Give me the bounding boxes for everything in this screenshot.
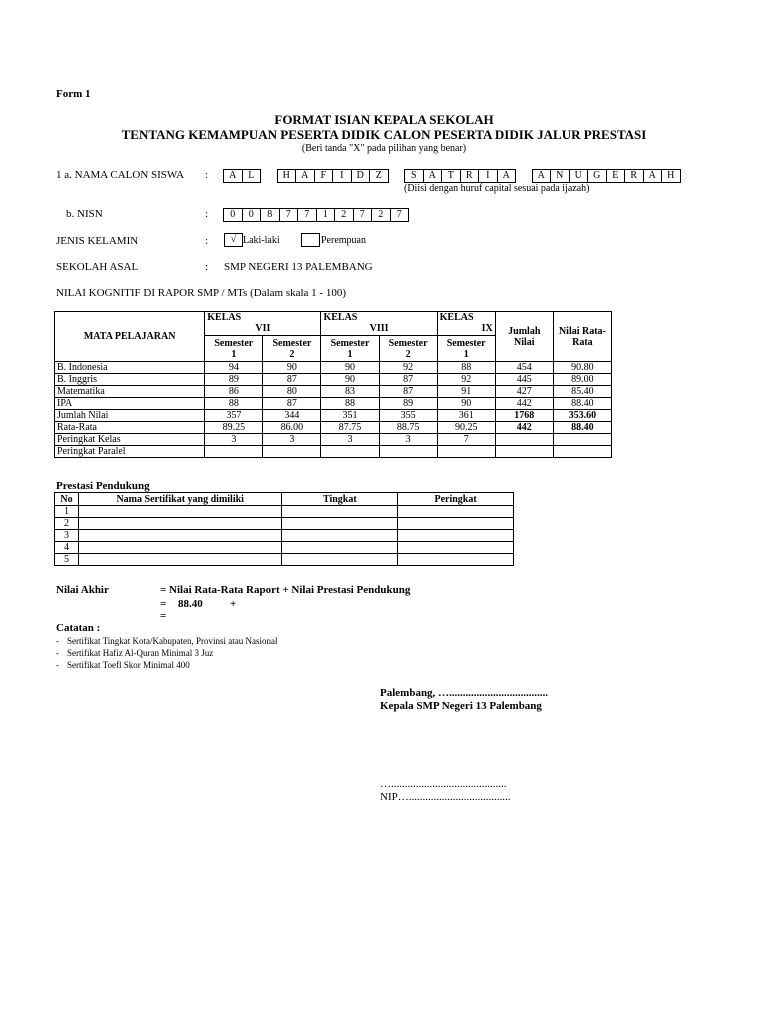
nilai-akhir-line1: = Nilai Rata-Rata Raport + Nilai Prestasi Pendukung [160,584,411,596]
name-letter-box[interactable]: H [661,169,681,183]
header-kelas-vii: KELAS VII [205,312,321,336]
score-cell: 3 [379,434,437,446]
nilai-akhir-plus: + [230,598,237,610]
catatan-item: Sertifikat Tingkat Kota/Kabupaten, Provinsi atau Nasional [67,636,278,646]
name-colon: : [205,169,209,181]
header-kelas-ix: KELAS IX [437,312,495,336]
jumlah-cell [495,446,553,458]
name-letter-box[interactable]: G [587,169,607,183]
table-row [55,374,612,386]
header-nilai-rata: Nilai Rata-Rata [553,312,611,362]
catatan-bullet: - [56,636,59,646]
score-cell: 88.75 [379,422,437,434]
name-letter-box[interactable]: A [497,169,517,183]
grades-table [54,311,612,458]
prestasi-input-cell[interactable] [282,506,398,518]
catatan-bullet: - [56,648,59,658]
score-cell: 89 [205,374,263,386]
prestasi-input-cell[interactable] [282,530,398,542]
jumlah-cell: 427 [495,386,553,398]
name-letter-box[interactable]: U [569,169,589,183]
score-cell: 89 [379,398,437,410]
name-letter-box[interactable]: A [643,169,663,183]
score-cell: 357 [205,410,263,422]
subject-cell: Jumlah Nilai [55,410,205,422]
rata-cell: 85.40 [553,386,611,398]
score-cell: 87 [379,386,437,398]
catatan-title: Catatan : [56,622,101,634]
title-line-1: FORMAT ISIAN KEPALA SEKOLAH [274,112,494,127]
score-cell: 3 [321,434,379,446]
name-letter-box[interactable]: A [423,169,443,183]
header-kelas-viii: KELAS VIII [321,312,437,336]
prestasi-header: Peringkat [398,493,514,506]
name-letter-box[interactable]: A [532,169,552,183]
header-subject: MATA PELAJARAN [55,312,205,362]
jumlah-cell: 442 [495,398,553,410]
score-cell: 87 [263,374,321,386]
name-letter-box[interactable] [260,169,278,181]
name-letter-box[interactable]: N [550,169,570,183]
score-cell: 86.00 [263,422,321,434]
score-cell: 94 [205,362,263,374]
nisn-digit-boxes[interactable] [224,208,409,222]
nilai-akhir-eq2: = [160,598,167,610]
catatan-item: Sertifikat Hafiz Al-Quran Minimal 3 Juz [67,648,214,658]
catatan-bullet: - [56,660,59,670]
nisn-digit-box[interactable]: 7 [297,208,317,222]
score-cell [205,446,263,458]
prestasi-table [54,492,514,566]
prestasi-header: No [55,493,79,506]
subject-cell: Peringkat Kelas [55,434,205,446]
subject-cell: IPA [55,398,205,410]
score-cell: 91 [437,386,495,398]
table-row [55,386,612,398]
score-cell: 344 [263,410,321,422]
nisn-digit-box[interactable]: 7 [353,208,373,222]
prestasi-no-cell: 4 [55,542,79,554]
nisn-digit-box[interactable]: 0 [223,208,243,222]
score-cell: 7 [437,434,495,446]
subject-cell: B. Inggris [55,374,205,386]
prestasi-no-cell: 5 [55,554,79,566]
prestasi-input-cell[interactable] [398,506,514,518]
score-cell: 87 [379,374,437,386]
score-cell: 88 [205,398,263,410]
score-cell: 90 [263,362,321,374]
nisn-digit-box[interactable]: 0 [242,208,262,222]
rata-cell [553,434,611,446]
name-letter-box[interactable]: R [624,169,644,183]
table-row [55,506,514,518]
header-semester: Semester 2 [379,336,437,362]
name-letter-box[interactable]: S [404,169,424,183]
score-cell [263,446,321,458]
gender-male-checkbox[interactable]: √ [224,233,243,247]
name-letter-box[interactable]: I [478,169,498,183]
score-cell: 3 [205,434,263,446]
nilai-kognitif-label: NILAI KOGNITIF DI RAPOR SMP / MTs (Dalam skala 1 - 100) [56,287,346,299]
gender-colon: : [205,235,209,247]
score-cell: 89.25 [205,422,263,434]
score-cell: 86 [205,386,263,398]
score-cell: 88 [437,362,495,374]
score-cell: 92 [437,374,495,386]
name-letter-box[interactable]: T [441,169,461,183]
gender-female-checkbox[interactable] [301,233,320,247]
prestasi-input-cell[interactable] [78,506,281,518]
name-letter-box[interactable]: R [460,169,480,183]
prestasi-no-cell: 1 [55,506,79,518]
score-cell: 83 [321,386,379,398]
nisn-colon: : [205,208,209,220]
nisn-digit-box[interactable]: 2 [371,208,391,222]
nisn-digit-box[interactable]: 8 [260,208,280,222]
jumlah-cell [495,434,553,446]
score-cell: 88 [321,398,379,410]
prestasi-no-cell: 3 [55,530,79,542]
title-line-2: TENTANG KEMAMPUAN PESERTA DIDIK CALON PESERTA DIDIK JALUR PRESTASI [121,127,647,142]
table-row [55,554,514,566]
score-cell: 361 [437,410,495,422]
name-label: 1 a. NAMA CALON SISWA [56,169,185,181]
rata-cell [553,446,611,458]
table-row [55,530,514,542]
table-row [55,434,612,446]
header-semester: Semester 1 [205,336,263,362]
score-cell: 92 [379,362,437,374]
nisn-label: b. NISN [66,208,103,220]
score-cell [379,446,437,458]
header-semester: Semester 1 [437,336,495,362]
prestasi-input-cell[interactable] [78,542,281,554]
name-letter-box[interactable] [388,169,406,181]
name-letter-box[interactable]: I [332,169,352,183]
school-colon: : [205,261,209,273]
subject-cell: Matematika [55,386,205,398]
name-letter-box[interactable]: A [295,169,315,183]
catatan-item: Sertifikat Toefl Skor Minimal 400 [67,660,190,670]
table-row [55,446,612,458]
name-letter-box[interactable]: E [606,169,626,183]
subject-cell: Rata-Rata [55,422,205,434]
gender-label: JENIS KELAMIN [56,235,139,247]
table-row [55,410,612,422]
score-cell: 90 [437,398,495,410]
score-cell: 355 [379,410,437,422]
rata-cell: 88.40 [553,422,611,434]
jumlah-cell: 454 [495,362,553,374]
name-letter-box[interactable]: L [242,169,262,183]
nisn-digit-box[interactable]: 7 [279,208,299,222]
score-cell: 80 [263,386,321,398]
signature-name-line: ….......................................... [380,778,507,790]
nisn-digit-box[interactable]: 1 [316,208,336,222]
nisn-digit-box[interactable]: 2 [334,208,354,222]
prestasi-no-cell: 2 [55,518,79,530]
score-cell: 351 [321,410,379,422]
rata-cell: 353.60 [553,410,611,422]
signature-place-date: Palembang, ….................................... [380,687,549,699]
prestasi-input-cell[interactable] [282,542,398,554]
signature-role: Kepala SMP Negeri 13 Palembang [380,700,542,712]
score-cell: 87.75 [321,422,379,434]
prestasi-input-cell[interactable] [398,530,514,542]
gender-female-label: Perempuan [321,235,366,246]
nisn-digit-box[interactable]: 7 [390,208,410,222]
signature-nip-line: NIP…..................................... [380,791,511,803]
name-letter-box[interactable]: F [314,169,334,183]
prestasi-header: Tingkat [282,493,398,506]
jumlah-cell: 1768 [495,410,553,422]
nilai-akhir-eq3: = [160,610,167,622]
prestasi-input-cell[interactable] [398,542,514,554]
form-label: Form 1 [56,88,91,100]
rata-cell: 89.00 [553,374,611,386]
nilai-akhir-value: 88.40 [178,598,203,610]
subject-cell: B. Indonesia [55,362,205,374]
prestasi-input-cell[interactable] [78,530,281,542]
score-cell [321,446,379,458]
rata-cell: 88.40 [553,398,611,410]
name-letter-box[interactable] [515,169,533,181]
name-letter-box[interactable]: A [223,169,243,183]
header-semester: Semester 1 [321,336,379,362]
score-cell: 90 [321,362,379,374]
table-row [55,542,514,554]
prestasi-input-cell[interactable] [282,518,398,530]
jumlah-cell: 445 [495,374,553,386]
score-cell: 90.25 [437,422,495,434]
name-letter-boxes[interactable] [224,169,681,183]
prestasi-header: Nama Sertifikat yang dimiliki [78,493,281,506]
gender-male-label: Laki-laki [243,235,280,246]
prestasi-input-cell[interactable] [78,554,281,566]
school-value: SMP NEGERI 13 PALEMBANG [224,261,373,273]
table-row [55,518,514,530]
score-cell: 3 [263,434,321,446]
score-cell: 87 [263,398,321,410]
prestasi-title: Prestasi Pendukung [56,480,150,492]
header-jumlah-nilai: Jumlah Nilai [495,312,553,362]
name-letter-box[interactable]: H [277,169,297,183]
name-hint: (Diisi dengan huruf capital sesuai pada ijazah) [404,183,590,194]
name-letter-box[interactable]: Z [369,169,389,183]
subject-cell: Peringkat Paralel [55,446,205,458]
score-cell [437,446,495,458]
jumlah-cell: 442 [495,422,553,434]
prestasi-input-cell[interactable] [398,518,514,530]
table-row [55,422,612,434]
table-row [55,362,612,374]
prestasi-input-cell[interactable] [398,554,514,566]
nilai-akhir-label: Nilai Akhir [56,584,109,596]
prestasi-input-cell[interactable] [282,554,398,566]
name-letter-box[interactable]: D [351,169,371,183]
header-semester: Semester 2 [263,336,321,362]
subtitle: (Beri tanda "X" pada pilihan yang benar) [301,143,467,154]
rata-cell: 90.80 [553,362,611,374]
school-label: SEKOLAH ASAL [56,261,139,273]
table-row [55,398,612,410]
score-cell: 90 [321,374,379,386]
prestasi-input-cell[interactable] [78,518,281,530]
